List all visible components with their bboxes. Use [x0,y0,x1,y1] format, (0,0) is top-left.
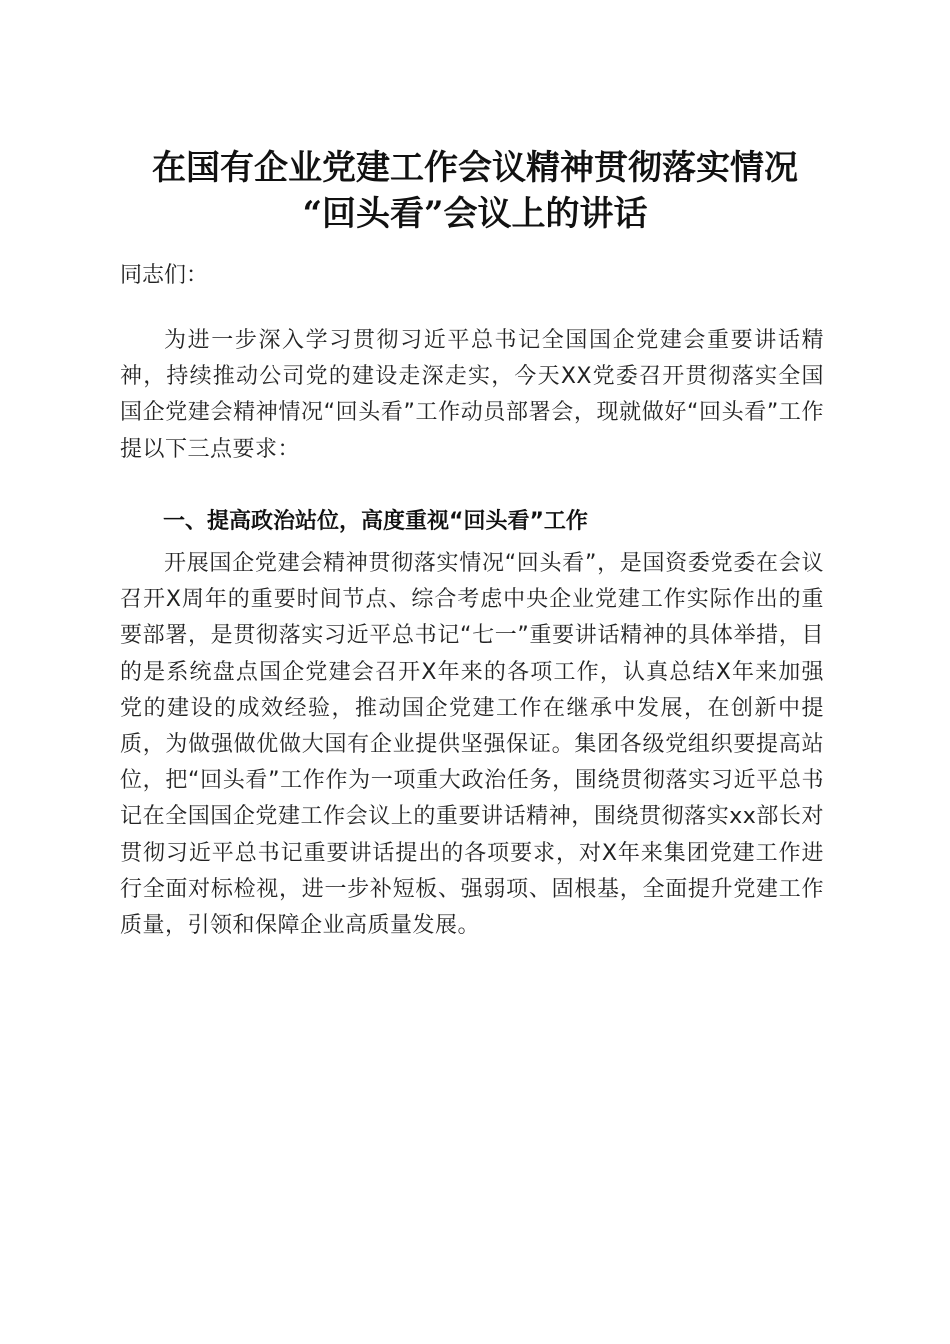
section-1-paragraph: 开展国企党建会精神贯彻落实情况“回头看”，是国资委党委在会议召开X周年的重要时间节点、综合考虑中央企业党建工作实际作出的重要部署，是贯彻落实习近平总书记“七一”重要讲话精神的具体举措，目的是系统盘点国企党建会召开X年来的各项工作，认真总结X年来加强党的建设的成效经验，推动国企党建工作在继承中发展，在创新中提质，为做强做优做大国有企业提供坚强保证。集团各级党组织要提高站位，把“回头看”工作作为一项重大政治任务，围绕贯彻落实习近平总书记在全国国企党建工作会议上的重要讲话精神，围绕贯彻落实xx部长对贯彻习近平总书记重要讲话提出的各项要求，对X年来集团党建工作进行全面对标检视，进一步补短板、强弱项、固根基，全面提升党建工作质量，引领和保障企业高质量发展。 [120,551,824,939]
document-title-line-2: “回头看”会议上的讲话 [302,194,648,234]
document-title-line-1: 在国有企业党建工作会议精神贯彻落实情况 [152,148,798,188]
salutation: 同志们： [120,263,209,288]
section-1-heading: 一、提高政治站位，高度重视“回头看”工作 [163,509,588,534]
intro-paragraph: 为进一步深入学习贯彻习近平总书记全国国企党建会重要讲话精神，持续推动公司党的建设走深走实，今天XX党委召开贯彻落实全国国企党建会精神情况“回头看”工作动员部署会，现就做好“回头看”工作提以下三点要求： [120,328,824,462]
